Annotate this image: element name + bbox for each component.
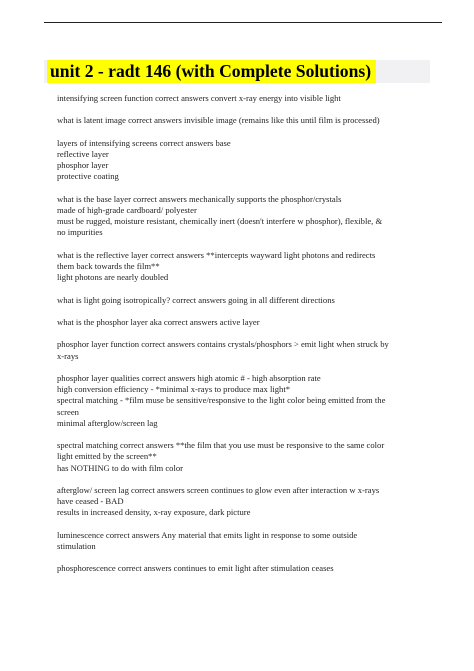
qa-paragraph <box>57 440 434 474</box>
paragraph-line: must be rugged, moisture resistant, chemically inert (doesn't interfere w phosphor), flexible, & <box>57 216 383 227</box>
qa-paragraph <box>57 339 434 361</box>
paragraph-line: no impurities <box>57 227 103 238</box>
paragraph-line: protective coating <box>57 171 119 182</box>
paragraph-line: what is light going isotropically? correct answers going in all different directions <box>57 294 335 305</box>
paragraph-line: screen <box>57 406 79 417</box>
paragraph-line: reflective layer <box>57 148 109 159</box>
qa-paragraph <box>57 93 434 104</box>
paragraph-line: have ceased - BAD <box>57 496 124 507</box>
paragraph-line: what is the phosphor layer aka correct answers active layer <box>57 316 260 327</box>
paragraph-line: spectral matching - *film muse be sensitive/responsive to the light color being emitted from the <box>57 395 386 406</box>
paragraph-line: phosphor layer <box>57 160 109 171</box>
qa-paragraph <box>57 317 434 328</box>
paragraph-line: made of high-grade cardboard/ polyester <box>57 204 197 215</box>
paragraph-line: high conversion efficiency - *minimal x-rays to produce max light* <box>57 384 291 395</box>
qa-paragraph <box>57 138 434 183</box>
paragraph-line: them back towards the film** <box>57 260 160 271</box>
paragraph-line: phosphor layer qualities correct answers high atomic # - high absorption rate <box>57 372 321 383</box>
paragraph-line: luminescence correct answers Any material that emits light in response to some outside <box>57 529 358 540</box>
qa-paragraph <box>57 530 434 552</box>
qa-paragraph <box>57 563 434 574</box>
qa-paragraph <box>57 194 434 239</box>
document-title: unit 2 - radt 146 (with Complete Solutions) <box>47 60 376 83</box>
qa-paragraph <box>57 295 434 306</box>
paragraph-line: phosphorescence correct answers continues to emit light after stimulation ceases <box>57 563 334 574</box>
paragraph-line: light photons are nearly doubled <box>57 272 169 283</box>
paragraph-line: afterglow/ screen lag correct answers screen continues to glow even after interaction w x-rays <box>57 484 380 495</box>
paragraph-line: what is the base layer correct answers mechanically supports the phosphor/crystals <box>57 193 342 204</box>
paragraph-line: phosphor layer function correct answers contains crystals/phosphors > emit light when struck by <box>57 339 389 350</box>
document-body <box>57 93 434 586</box>
paragraph-line: results in increased density, x-ray exposure, dark picture <box>57 507 251 518</box>
top-rule <box>44 22 442 23</box>
paragraph-line: intensifying screen function correct answers convert x-ray energy into visible light <box>57 93 341 103</box>
paragraph-line: has NOTHING to do with film color <box>57 462 184 473</box>
paragraph-line: what is latent image correct answers invisible image (remains like this until film is processed) <box>57 115 380 126</box>
paragraph-line: light emitted by the screen** <box>57 451 157 462</box>
qa-paragraph <box>57 115 434 126</box>
qa-paragraph <box>57 373 434 429</box>
qa-paragraph <box>57 250 434 284</box>
paragraph-line: layers of intensifying screens correct answers base <box>57 137 231 148</box>
paragraph-line: spectral matching correct answers **the film that you use must be responsive to the same color <box>57 440 385 451</box>
qa-paragraph <box>57 485 434 519</box>
paragraph-line: what is the reflective layer correct answers **intercepts wayward light photons and redirects <box>57 249 376 260</box>
paragraph-line: x-rays <box>57 350 79 361</box>
paragraph-line: minimal afterglow/screen lag <box>57 417 158 428</box>
paragraph-line: stimulation <box>57 540 96 551</box>
